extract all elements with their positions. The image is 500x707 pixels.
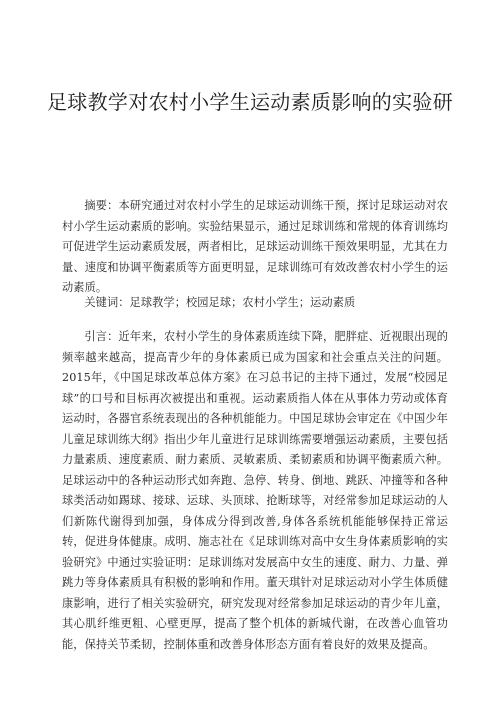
keywords-paragraph: 关键词：足球教学；校园足球；农村小学生；运动素质 [84,296,356,309]
intro-paragraph: 引言：近年来，农村小学生的身体素质连续下降，肥胖症、近视眼出现的频率越来越高，提高青少年的身体素质已成为国家和社会重点关注的问题。2015年，《中国足球改革总体方案》在习总书记的主持下通过，发展“校园足球”的口号和目标再次被提出和重视。运动素质指人体在从事体力劳动或体育运动时，各器官系统表现出的各种机能能力。中国足球协会审定在《中国少年儿童足球训练大纲》指出少年儿童进行足球训练需要增强运动素质，主要包括力量素质、速度素质、耐力素质、灵敏素质、柔韧素质和协调平衡素质六种。足球运动中的各种运动形式如奔跑、急停、转身、倒地、跳跃、冲撞等和各种球类活动如踢球、接球、运球、头顶球、抢断球等，对经常参加足球运动的人们新陈代谢得到加强，身体成分得到改善,身体各系统机能能够保持正常运转，促进身体健康。成明、施志社在《足球训练对高中女生身体素质影响的实验研究》中通过实验证明：足球训练对发展高中女生的速度、耐力、力量、弹跳力等身体素质具有积极的影响和作用。董天琪针对足球运动对小学生体质健康影响，进行了相关实验研究，研究发现对经常参加足球运动的青少年儿童，其心肌纤维更粗、心壁更厚，提高了整个机体的新城代谢，在改善心血管功能，保持关节柔韧，控制体重和改善身体形态方面有着良好的效果及提高。 [62,330,448,651]
document-title: 足球教学对农村小学生运动素质影响的实验研 [47,90,453,114]
abstract-paragraph: 摘要：本研究通过对农村小学生的足球运动训练干预，探讨足球运动对农村小学生运动素质的影响。实验结果显示，通过足球训练和常规的体育训练均可促进学生运动素质发展，两者相比，足球运动训练干预效果明显，尤其在力量、速度和协调平衡素质等方面更明显，足球训练可有效改善农村小学生的运动素质。 [62,199,448,294]
